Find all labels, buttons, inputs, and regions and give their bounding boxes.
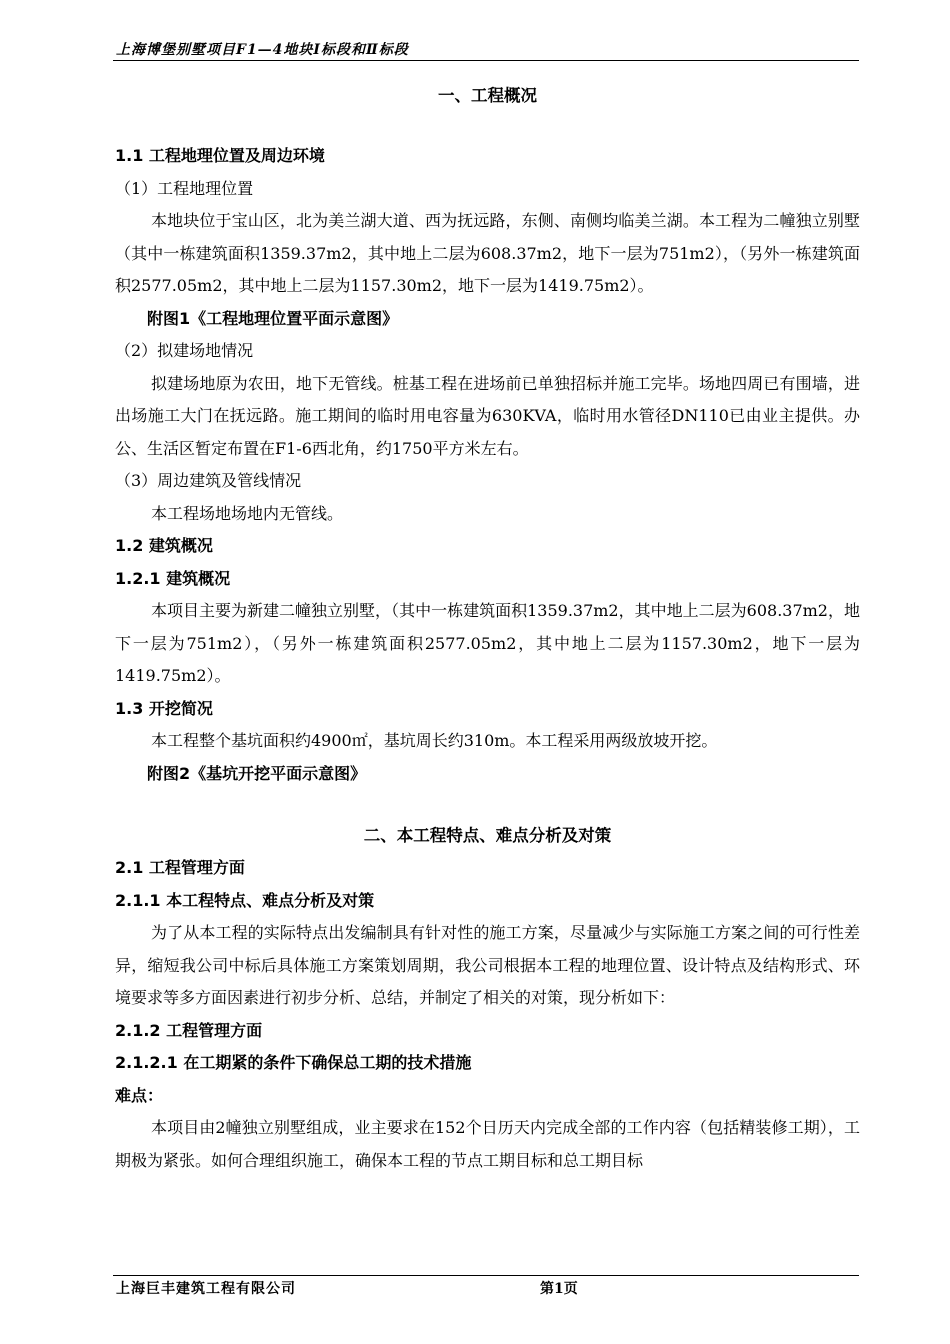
paragraph-building: 本项目主要为新建二幢独立别墅，（其中一栋建筑面积1359.37m2，其中地上二层为608.37m2，地下一层为751m2），（另外一栋建筑面积2577.05m2，其中地上二层为1157.30m2，地下一层为1419.75m2）。 [115,601,860,685]
heading-1-3: 1.3 开挖简况 [115,698,213,718]
heading-1-2-1: 1.2.1 建筑概况 [115,568,231,588]
paragraph-difficulty: 本项目由2幢独立别墅组成，业主要求在152个日历天内完成全部的工作内容（包括精装修工期），工期极为紧张。如何合理组织施工，确保本工程的节点工期目标和总工期目标 [115,1118,860,1170]
heading-2-1: 2.1 工程管理方面 [115,858,245,877]
paragraph-site: 拟建场地原为农田，地下无管线。桩基工程在进场前已单独招标并施工完毕。场地四周已有围墙，进出场施工大门在抚远路。施工期间的临时用电容量为630KVA，临时用水管径DN110已由业主提供。办公、生活区暂定布置在F1-6西北角，约1750平方米左右。 [115,373,860,458]
heading-2-1-1: 2.1.1 本工程特点、难点分析及对策 [115,890,375,910]
heading-2-1-2-1: 2.1.2.1 在工期紧的条件下确保总工期的技术措施 [115,1053,472,1072]
difficulty-label: 难点： [115,1085,164,1105]
header-title: 上海博堡别墅项目F1—4地块Ⅰ标段和Ⅱ标段 [116,42,409,58]
page-number: 第1页 [540,1281,578,1297]
paragraph-surroundings: 本工程场地场地内无管线。 [151,503,344,523]
heading-2-1-2: 2.1.2 工程管理方面 [115,1020,263,1040]
footer-company: 上海巨丰建筑工程有限公司 [116,1281,296,1297]
document-body [115,80,860,1177]
figure-2-caption: 附图2《基坑开挖平面示意图》 [147,763,367,783]
paragraph-excavation: 本工程整个基坑面积约4900㎡，基坑周长约310m。本工程采用两级放坡开挖。 [151,731,718,750]
figure-1-caption: 附图1《工程地理位置平面示意图》 [147,308,399,328]
paragraph-analysis: 为了从本工程的实际特点出发编制具有针对性的施工方案，尽量减少与实际施工方案之间的可行性差异，缩短我公司中标后具体施工方案策划周期，我公司根据本工程的地理位置、设计特点及结构形式、环境要求等多方面因素进行初步分析、总结，并制定了相关的对策，现分析如下： [115,923,860,1007]
section-1-title: 一、工程概况 [438,86,537,105]
heading-1-2: 1.2 建筑概况 [115,536,213,555]
paragraph-location: 本地块位于宝山区，北为美兰湖大道、西为抚远路，东侧、南侧均临美兰湖。本工程为二幢独立别墅（其中一栋建筑面积1359.37m2，其中地上二层为608.37m2，地下一层为751m2），（另外一栋建筑面积2577.05m2，其中地上二层为1157.30m2，地下一层为1419.75m2）。 [115,211,860,295]
page-footer [113,1275,859,1300]
heading-1-1: 1.1 工程地理位置及周边环境 [115,146,325,165]
subheading-1-1-a: （1）工程地理位置 [115,178,254,198]
page-header [113,36,859,61]
subheading-1-1-b: （2）拟建场地情况 [115,341,254,360]
section-2-title: 二、本工程特点、难点分析及对策 [363,826,612,845]
subheading-1-1-c: （3）周边建筑及管线情况 [115,471,302,490]
